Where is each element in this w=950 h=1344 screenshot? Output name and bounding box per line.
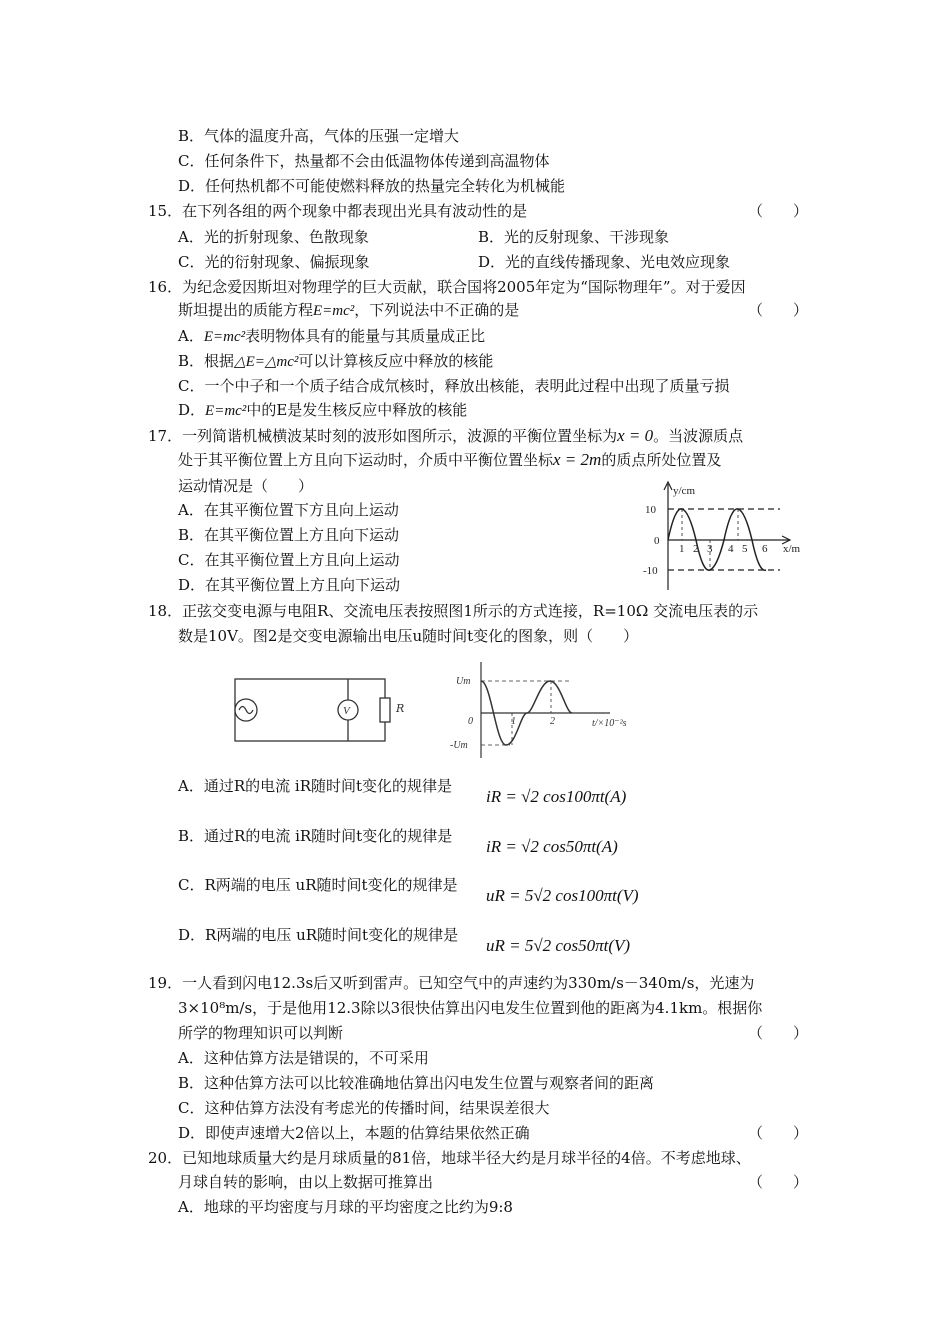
y-tick-0: 0 [654,535,660,547]
y-tick-10: 10 [645,504,656,516]
q16-option-a: A．E=mc²表明物体具有的能量与其质量成正比 [178,327,486,345]
y-unit-label: y/cm [673,485,695,497]
q18-option-d-formula: uR = 5√2 cos50πt(V) [486,936,631,955]
x-tick-6: 6 [762,543,768,555]
q18-option-c: C．R两端的电压 uR随时间t变化的规律是 [178,876,458,894]
q18-option-b: B．通过R的电流 iR随时间t变化的规律是 [178,827,453,845]
q15-option-b: B．光的反射现象、干涉现象 [478,228,670,246]
x-tick-4: 4 [728,543,734,555]
q18-option-a-formula: iR = √2 cos100πt(A) [486,787,627,806]
q16-stem-line2: 斯坦提出的质能方程E=mc²，下列说法中不正确的是 [178,301,520,319]
q19-option-b: B．这种估算方法可以比较准确地估算出闪电发生位置与观察者间的距离 [178,1074,655,1092]
q15-option-a: A．光的折射现象、色散现象 [178,228,369,246]
q18-circuit-figure [232,676,392,746]
x-tick-5: 5 [742,543,748,555]
u-max-label: Um [456,676,471,687]
q18-option-c-formula: uR = 5√2 cos100πt(V) [486,886,639,905]
t-tick-1: 1 [511,716,516,727]
q17-option-c: C．在其平衡位置上方且向上运动 [178,551,400,569]
q19-option-d: D．即使声速增大2倍以上，本题的估算结果依然正确 [178,1124,530,1142]
q17-stem-line2: 处于其平衡位置上方且向下运动时，介质中平衡位置坐标x = 2m的质点所处位置及 [178,450,722,469]
answer-bracket: （ ） [748,301,809,319]
q14-option-c: C．任何条件下，热量都不会由低温物体传递到高温物体 [178,152,550,170]
t-tick-2: 2 [550,716,555,727]
q14-option-d: D．任何热机都不可能使燃料释放的热量完全转化为机械能 [178,177,566,195]
q17-option-d: D．在其平衡位置上方且向下运动 [178,576,401,594]
q18-option-d: D．R两端的电压 uR随时间t变化的规律是 [178,926,459,944]
answer-bracket: （ ） [748,1124,809,1142]
x-tick-1: 1 [679,543,685,555]
q19-option-a: A．这种估算方法是错误的，不可采用 [178,1049,429,1067]
q15-stem: 15．在下列各组的两个现象中都表现出光具有波动性的是 [148,202,528,220]
origin-label: 0 [468,716,473,727]
u-min-label: -Um [450,740,468,751]
q15-option-c: C．光的衍射现象、偏振现象 [178,253,370,271]
q20-stem-line1: 20．已知地球质量大约是月球质量的81倍，地球半径大约是月球半径的4倍。不考虑地球、 [148,1149,751,1167]
q16-option-d: D．E=mc²中的E是发生核反应中释放的核能 [178,401,468,419]
q14-option-b: B．气体的温度升高，气体的压强一定增大 [178,127,460,145]
q18-stem-line2: 数是10V。图2是交变电源输出电压u随时间t变化的图象，则（ ） [178,627,639,645]
q16-option-b: B．根据△E=△mc²可以计算核反应中释放的核能 [178,352,494,370]
q17-stem-line3: 运动情况是（ ） [178,477,314,495]
t-unit-label: t/×10⁻²s [592,718,627,729]
x-unit-label: x/m [783,543,801,555]
q17-wave-figure [640,478,815,593]
q16-stem-line1: 16．为纪念爱因斯坦对物理学的巨大贡献，联合国将2005年定为“国际物理年”。对于爱因 [148,278,746,296]
x-tick-3: 3 [707,543,713,555]
q18-stem-line1: 18．正弦交变电源与电阻R、交流电压表按照图1所示的方式连接，R=10Ω 交流电压表的示 [148,602,759,620]
answer-bracket: （ ） [748,202,809,220]
voltmeter-label: V [343,705,350,717]
q17-option-a: A．在其平衡位置下方且向上运动 [178,501,399,519]
q18-option-b-formula: iR = √2 cos50πt(A) [486,837,618,856]
q19-option-c: C．这种估算方法没有考虑光的传播时间，结果误差很大 [178,1099,550,1117]
q18-voltage-graph [420,660,660,760]
q17-option-b: B．在其平衡位置上方且向下运动 [178,526,400,544]
resistor-icon [380,698,390,722]
y-tick-neg10: -10 [643,565,658,577]
q15-option-d: D．光的直线传播现象、光电效应现象 [478,253,731,271]
x-tick-2: 2 [693,543,699,555]
q19-stem-line3: 所学的物理知识可以判断 [178,1024,344,1042]
resistor-label: R [396,702,405,715]
q19-stem-line2: 3×10⁸m/s，于是他用12.3除以3很快估算出闪电发生位置到他的距离为4.1km。根据你 [178,999,763,1017]
q18-option-a: A．通过R的电流 iR随时间t变化的规律是 [178,777,453,795]
q20-stem-line2: 月球自转的影响，由以上数据可推算出 [178,1173,434,1191]
q20-option-a: A．地球的平均密度与月球的平均密度之比约为9:8 [178,1198,513,1216]
q17-stem-line1: 17．一列简谐机械横波某时刻的波形如图所示，波源的平衡位置坐标为x = 0。当波源质点 [148,426,744,445]
q16-option-c: C．一个中子和一个质子结合成氘核时，释放出核能，表明此过程中出现了质量亏损 [178,377,730,395]
q19-stem-line1: 19．一人看到闪电12.3s后又听到雷声。已知空气中的声速约为330m/s－340m/s，光速为 [148,974,755,992]
answer-bracket: （ ） [748,1173,809,1191]
answer-bracket: （ ） [748,1024,809,1042]
